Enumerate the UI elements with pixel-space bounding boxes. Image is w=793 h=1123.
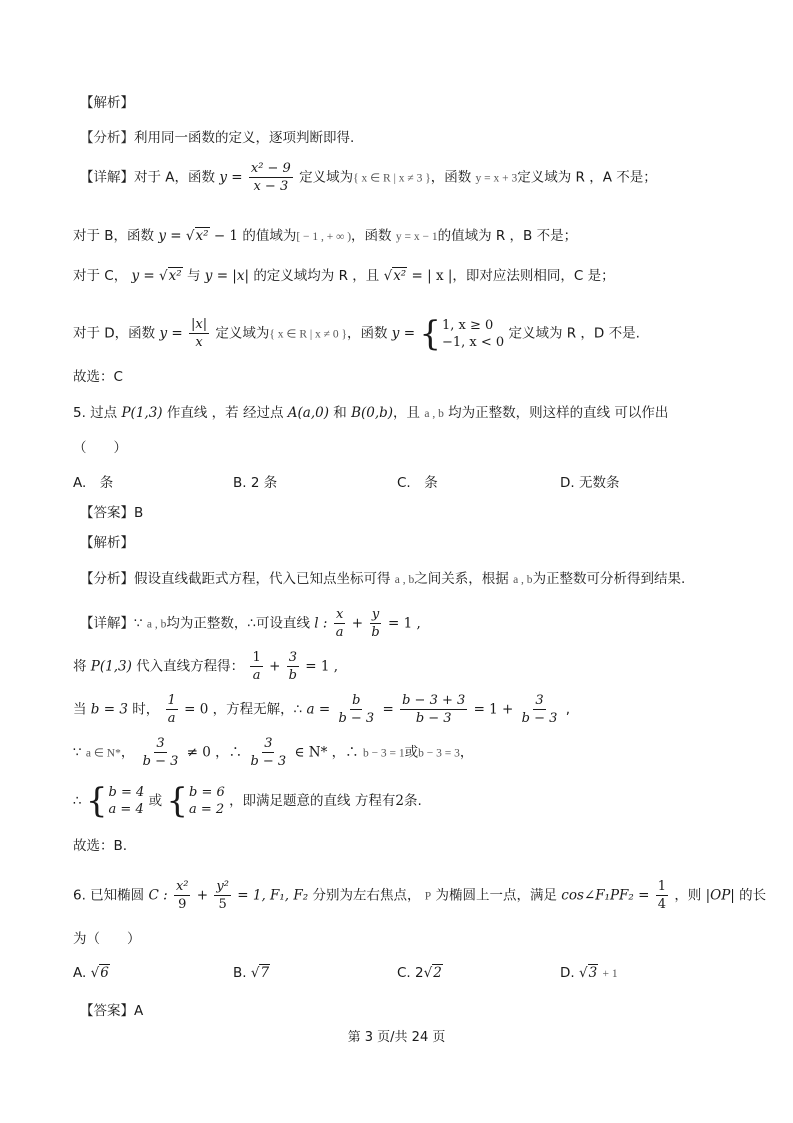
q5-option-c: C. 条 xyxy=(397,475,438,491)
q6-option-c: C. 2√2 xyxy=(397,965,442,981)
q5-option-b: B. 2 条 xyxy=(233,475,278,491)
answer-b: 故选：B. xyxy=(73,838,128,854)
detail-a-line: 【详解】对于 A，函数 y = $\frac{\text{x² − 9}}{x - 3}$ 定义域为{ x ∈ R | x ≠ 3 }，函数 y = x + 3定义域为 R ，A 不是； xyxy=(80,161,657,194)
q6-option-a: A. √6 xyxy=(73,965,109,981)
q5-answer: 【答案】B xyxy=(80,505,144,521)
page-footer: 第 3 页/共 24 页 xyxy=(347,1030,446,1045)
answer-c: 故选：C xyxy=(73,369,123,385)
q5-step-3: 当 b = 3 时， $\frac{1}{a}$ = 0 ，方程无解，∴ a = $\frac{b}{b - 3}$ = $\frac{b - 3 + 3}{b - 3}$ = 1 + $\frac{3}{b - 3}$ , xyxy=(73,693,571,726)
q5-stem: 5. 过点 P(1,3) 作直线 ，若 经过点 A(a,0) 和 B(0,b)，且 a , b 均为正整数，则这样的直线 可以作出 xyxy=(73,405,669,421)
q5-fenxi: 【分析】假设直线截距式方程，代入已知点坐标可得 a , b之间关系，根据 a , b为正整数可分析得到结果. xyxy=(80,571,686,587)
q6-option-d: D. √3 + 1 xyxy=(560,965,618,981)
jiexi-heading: 【解析】 xyxy=(80,95,134,111)
q5-step-2: 将 P(1,3) 代入直线方程得： $\frac{1}{a}$ + $\frac{3}{b}$ = 1 , xyxy=(73,650,339,683)
q5-step-5: ∴ { b = 4 a = 4 或 { b = 6 a = 2 ，即满足题意的直线 方程有2条. xyxy=(73,781,422,821)
detail-c-line: 对于 C， y = √x² 与 y = |x| 的定义域均为 R ，且 √x² = | x |，即对应法则相同，C 是； xyxy=(73,268,615,284)
q6-answer: 【答案】A xyxy=(80,1003,144,1019)
q6-paren: 为（ ） xyxy=(73,931,141,947)
detail-b-line: 对于 B，函数 y = √x² − 1 的值域为[ − 1 , + ∞ )，函数 y = x − 1的值域为 R ，B 不是； xyxy=(73,228,578,244)
q5-step-1: 【详解】∵ a , b均为正整数，∴可设直线 l : $\frac{x}{a}$ + $\frac{y}{b}$ = 1 , xyxy=(80,607,421,640)
q5-jiexi-heading: 【解析】 xyxy=(80,535,134,551)
q5-option-a: A. 条 xyxy=(73,475,114,491)
q5-paren: （ ） xyxy=(73,440,127,456)
q5-option-d: D. 无数条 xyxy=(560,475,620,491)
detail-d-line: 对于 D，函数 y = $\frac{|x|}{x}$ 定义域为{ x ∈ R | x ≠ 0 }，函数 y = { 1, x ≥ 0 −1, x < 0 定义域为 R ，D 不是. xyxy=(73,313,640,354)
q6-option-b: B. √7 xyxy=(233,965,270,981)
q5-step-4: ∵ a ∈ N*， $\frac{3}{b - 3}$ ≠ 0 ，∴ $\frac{3}{b - 3}$ ∈ N* ，∴ b − 3 = 1或b − 3 = 3， xyxy=(73,736,474,769)
fenxi-line: 【分析】利用同一函数的定义，逐项判断即得. xyxy=(80,130,355,146)
q6-stem: 6. 已知椭圆 C : $\frac{\text{x²}}{9}$ + $\frac{\text{y²}}{5}$ = 1, F₁, F₂ 分别为左右焦点， P 为椭圆上一点，满足 cos∠F₁PF₂ = $\frac{1}{4}$ ，则 |OP| 的长 xyxy=(73,879,767,912)
